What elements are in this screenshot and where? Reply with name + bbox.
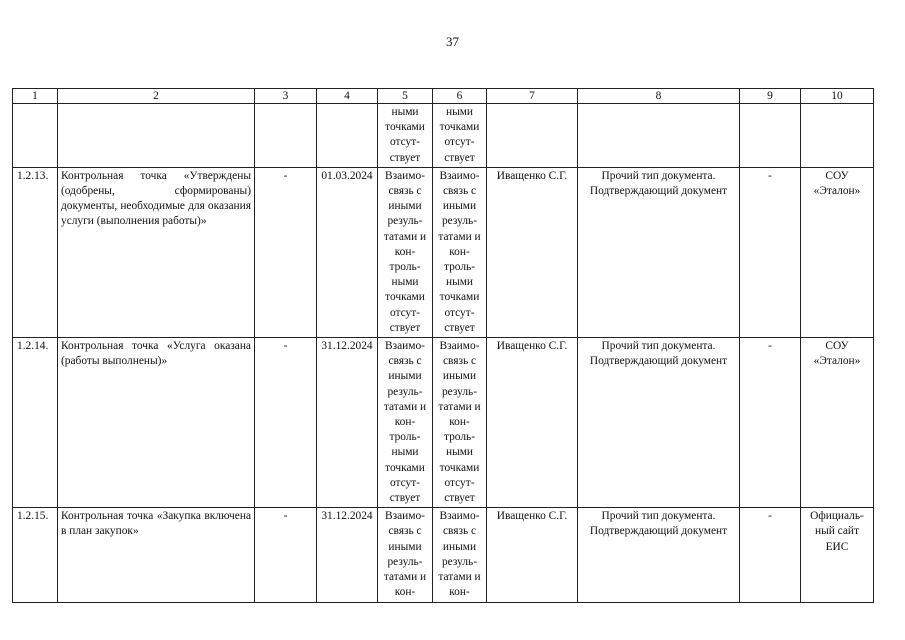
cell-empty — [578, 104, 740, 168]
cell-empty — [13, 104, 58, 168]
cell-relation-5: Взаимо- связь с иными резуль- татами и кон- троль- ными точками отсут- ствует — [378, 167, 433, 337]
cell-dash: - — [740, 338, 801, 508]
row-description: Контрольная точка «Закупка включена в план закупок» — [58, 508, 255, 602]
header-cell: 2 — [58, 89, 255, 104]
row-responsible: Иващенко С.Г. — [487, 508, 578, 602]
row-number: 1.2.14. — [13, 338, 58, 508]
row-date: 01.03.2024 — [317, 167, 378, 337]
row-responsible: Иващенко С.Г. — [487, 167, 578, 337]
row-description: Контрольная точка «Утверждены (одобрены, сформированы) документы, необходимые для оказания услуги (выполнения работы)» — [58, 167, 255, 337]
row-system: Официаль- ный сайт ЕИС — [801, 508, 874, 602]
header-cell: 10 — [801, 89, 874, 104]
row-document-type: Прочий тип документа. Подтверждающий документ — [578, 508, 740, 602]
cell-relation-5: Взаимо- связь с иными резуль- татами и кон- троль- ными точками отсут- ствует — [378, 338, 433, 508]
header-cell: 6 — [433, 89, 487, 104]
table-row — [13, 167, 874, 337]
row-date: 31.12.2024 — [317, 508, 378, 602]
table-row — [13, 338, 874, 508]
cell-dash: - — [255, 338, 317, 508]
cell-relation-6: Взаимо- связь с иными резуль- татами и кон- троль- ными точками отсут- ствует — [433, 338, 487, 508]
cell-empty — [58, 104, 255, 168]
row-system: СОУ «Эталон» — [801, 338, 874, 508]
cell-dash: - — [255, 167, 317, 337]
cell-relation-6: ными точками отсут- ствует — [433, 104, 487, 168]
cell-dash: - — [740, 508, 801, 602]
row-date: 31.12.2024 — [317, 338, 378, 508]
header-cell: 4 — [317, 89, 378, 104]
page-number: 37 — [446, 34, 459, 49]
header-row — [13, 89, 874, 104]
header-cell: 7 — [487, 89, 578, 104]
row-document-type: Прочий тип документа. Подтверждающий документ — [578, 167, 740, 337]
header-cell: 1 — [13, 89, 58, 104]
cell-empty — [801, 104, 874, 168]
cell-relation-5: Взаимо- связь с иными резуль- татами и кон- — [378, 508, 433, 602]
header-cell: 9 — [740, 89, 801, 104]
table-row — [13, 508, 874, 602]
cell-empty — [255, 104, 317, 168]
header-cell: 3 — [255, 89, 317, 104]
cell-relation-6: Взаимо- связь с иными резуль- татами и кон- троль- ными точками отсут- ствует — [433, 167, 487, 337]
row-document-type: Прочий тип документа. Подтверждающий документ — [578, 338, 740, 508]
continuation-row — [13, 104, 874, 168]
cell-empty — [487, 104, 578, 168]
cell-empty — [317, 104, 378, 168]
cell-empty — [740, 104, 801, 168]
cell-relation-5: ными точками отсут- ствует — [378, 104, 433, 168]
row-number: 1.2.13. — [13, 167, 58, 337]
cell-dash: - — [255, 508, 317, 602]
header-cell: 5 — [378, 89, 433, 104]
cell-relation-6: Взаимо- связь с иными резуль- татами и кон- — [433, 508, 487, 602]
row-number: 1.2.15. — [13, 508, 58, 602]
row-system: СОУ «Эталон» — [801, 167, 874, 337]
control-points-table — [12, 88, 874, 603]
row-responsible: Иващенко С.Г. — [487, 338, 578, 508]
header-cell: 8 — [578, 89, 740, 104]
row-description: Контрольная точка «Услуга оказана (работы выполнены)» — [58, 338, 255, 508]
cell-dash: - — [740, 167, 801, 337]
